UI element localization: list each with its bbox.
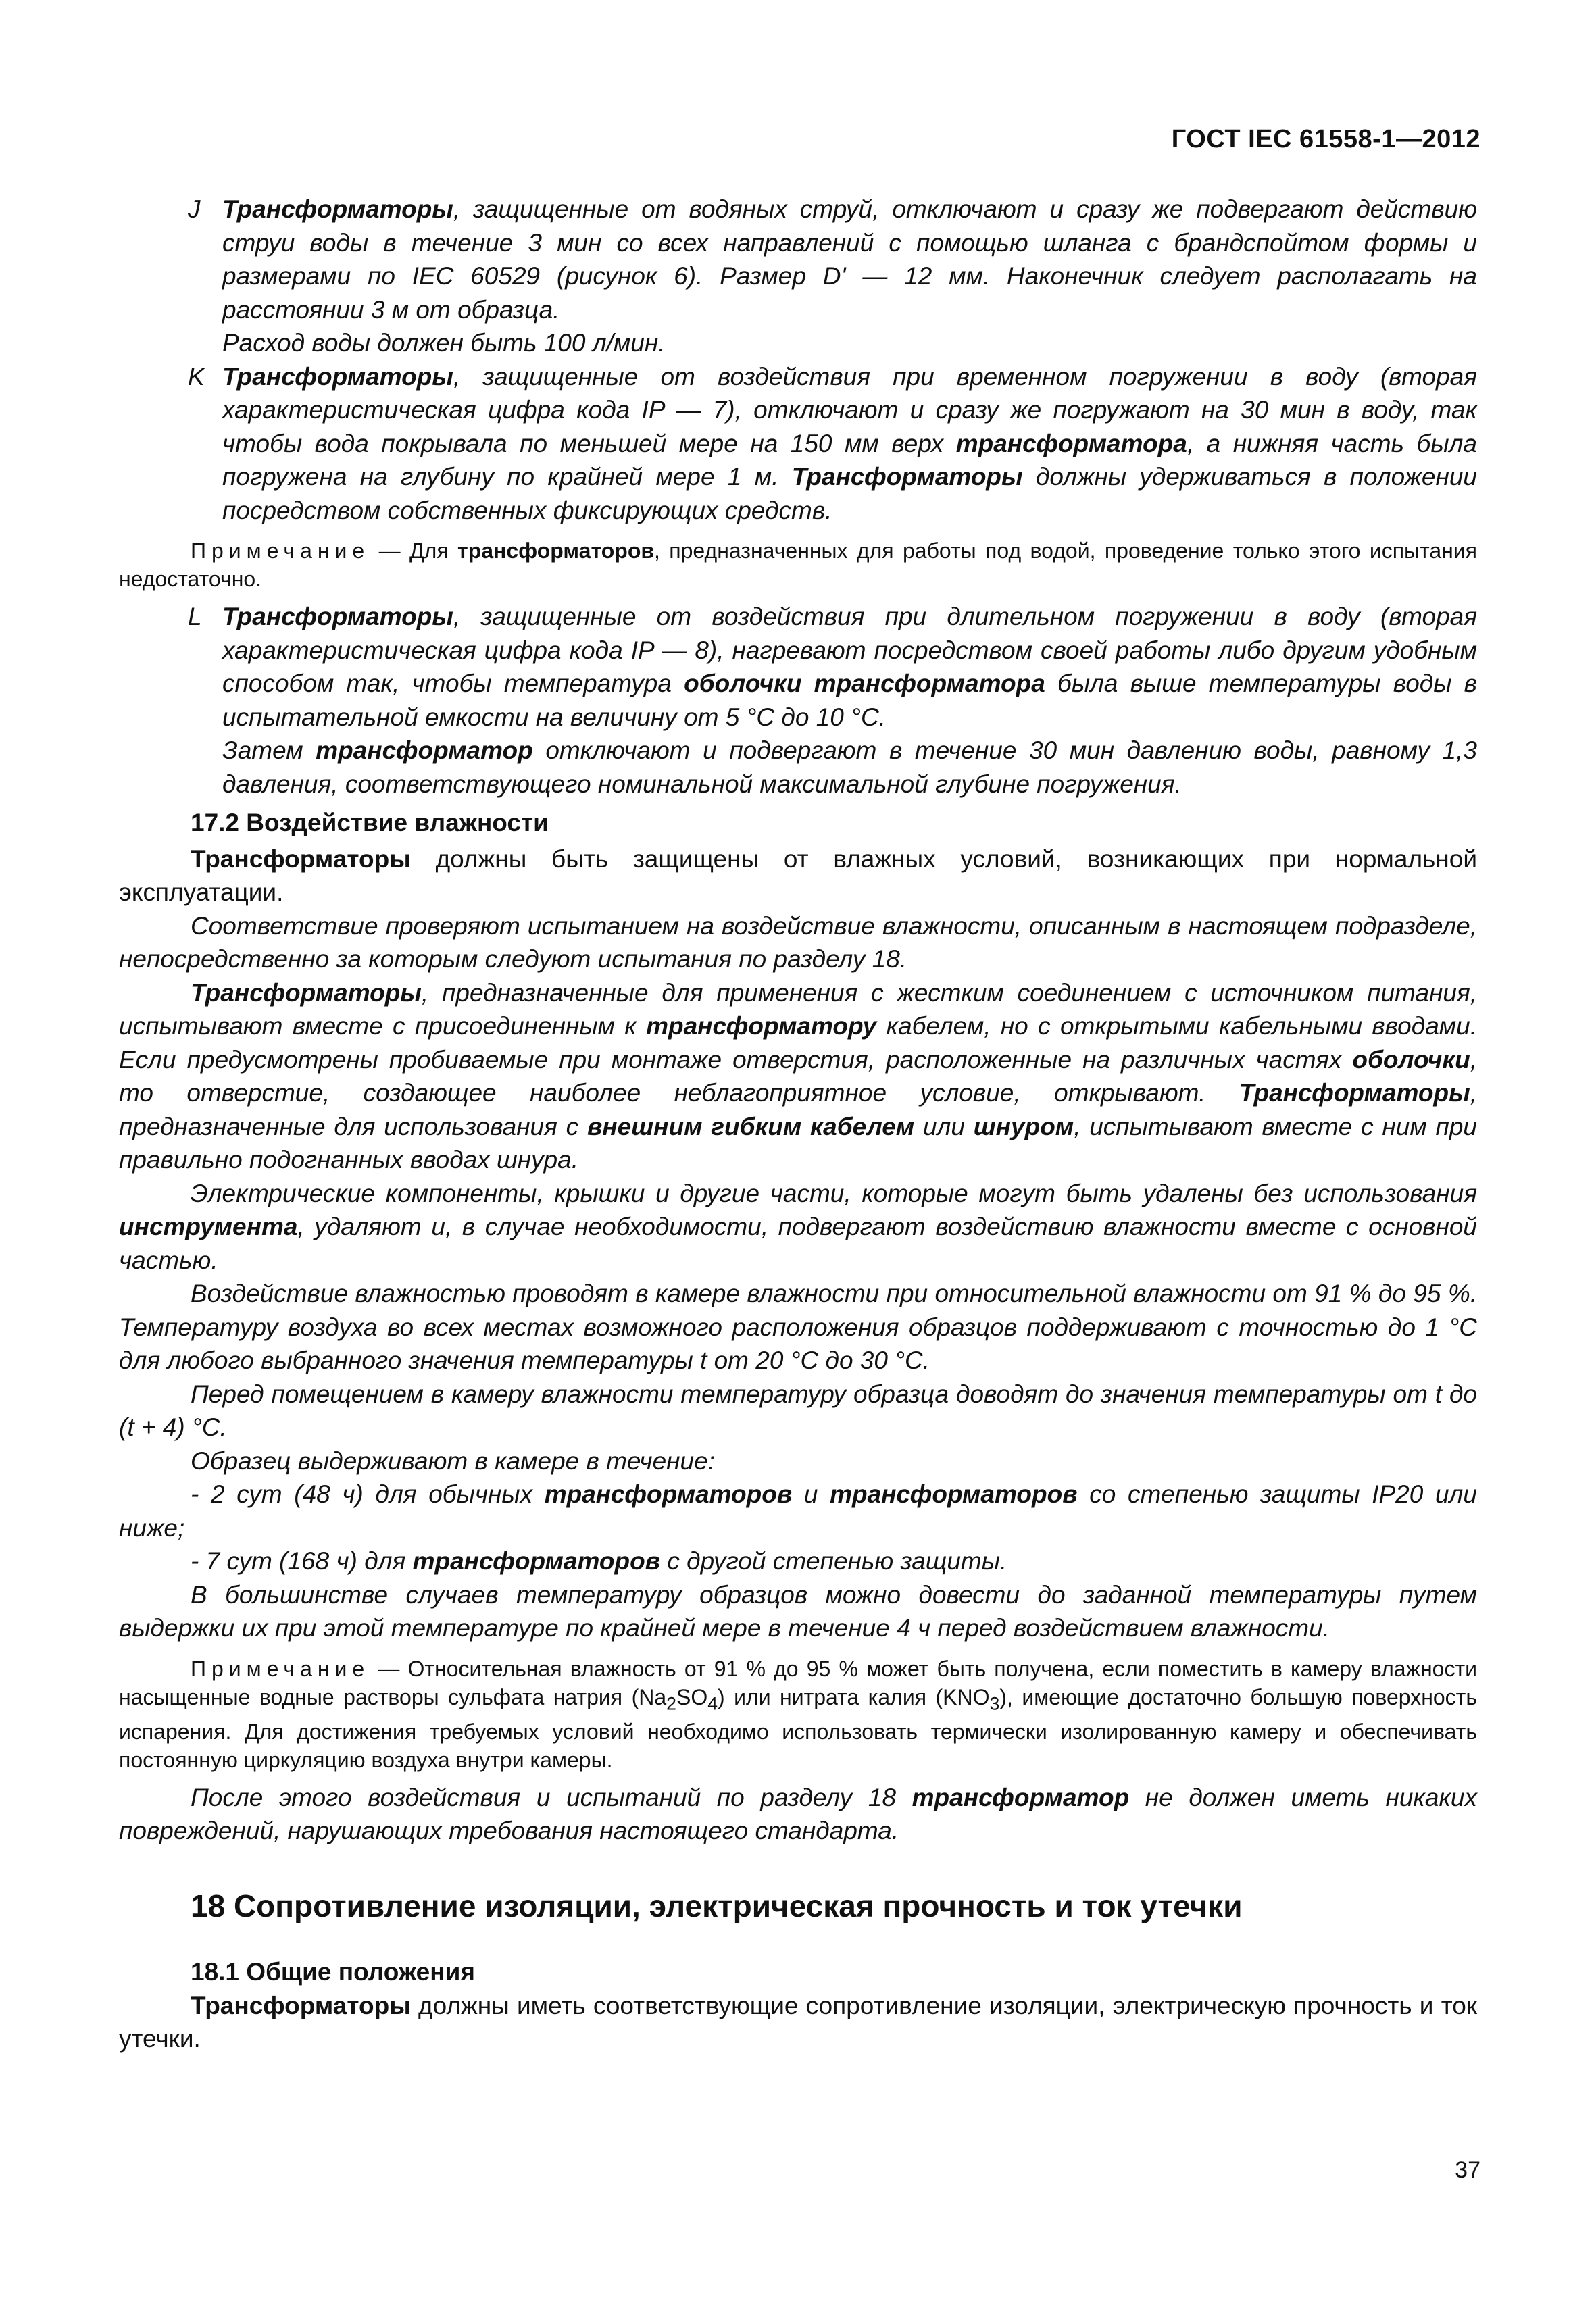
note-text: ), имеющие достаточно большую поверхность испарения. Для достижения требуемых условий необходимо использовать термически изолированную камеру и обеспечивать постоянную циркуляцию воздуха внутри камеры. [119,1684,1478,1772]
note-text: , предназначенных для работы под водой, проведение только этого испытания недостаточно. [119,538,1478,591]
term: Трансформаторы [191,978,422,1007]
standard-header: ГОСТ IEC 61558-1—2012 [1171,125,1480,153]
note-text: ) или нитрата калия (KNO [718,1684,990,1709]
paragraph-text: После этого воздействия и испытаний по разделу 18 [191,1783,912,1811]
note-1 [119,536,1477,593]
paragraph-text: , удаляют и, в случае необходимости, подвергают воздействию влажности вместе с основной частью. [119,1213,1477,1274]
note-text: SO [676,1684,708,1709]
item-text: , защищенные от воздействия при длительном погружении в воду (вторая характеристическая цифра кода IP — 8), нагревают посредством своей работы либо другим удобным способом так, чтобы температура [222,603,1477,697]
test-item-j [119,193,1477,360]
term: Трансформаторы [191,845,411,873]
term: оболочки трансформатора [684,670,1045,697]
paragraph [119,1781,1477,1848]
item-marker: K [188,362,205,391]
term: трансформаторов [830,1480,1078,1508]
section-18-heading: 18 Сопротивление изоляции, электрическая прочность и ток утечки [191,1888,1243,1923]
term: шнуром [973,1112,1074,1140]
item-text: , а нижняя часть была погружена на глубину по крайней мере 1 м. [222,429,1477,491]
item-text: отключают и подвергают в течение 30 мин давлению воды, равному 1,3 давления, соответствующего номинальной максимальной глубине погружения. [222,736,1477,798]
item-text: Затем [222,736,316,764]
note-text: — Относительная влажность от 91 % до 95 % может быть получена, если поместить в камеру влажности насыщенные водные растворы сульфата натрия (Na [119,1656,1477,1709]
term: Трансформаторы [191,1991,411,2019]
paragraph-text: кабелем, но с открытыми кабельными вводами. Если предусмотрены пробиваемые при монтаже отверстия, расположенные на различных частях [119,1012,1478,1074]
section-18-1-heading: 18.1 Общие положения [191,1958,475,1986]
paragraph-text: не должен иметь никаких повреждений, нарушающих требования настоящего стандарта. [119,1783,1477,1845]
note-label: Примечание [191,1656,370,1681]
paragraph-text: , предназначенные для применения с жестким соединением с источником питания, испытывают вместе с присоединенным к [119,978,1477,1040]
term: трансформатора [955,429,1187,457]
item-text: , защищенные от воздействия при временном погружении в воду (вторая характеристическая цифра кода IP — 7), отключают и сразу же погружают на 30 мин в воду, так чтобы вода покрывала по меньшей мере на 150 мм верх [222,362,1477,457]
paragraph [119,842,1477,909]
test-item-l [119,600,1477,801]
test-item-k [119,360,1477,528]
term: внешним гибким кабелем [587,1112,915,1140]
paragraph: Воздействие влажностью проводят в камере влажности при относительной влажности от 91 % до 95 %. Температуру воздуха во всех местах возможного расположения образцов поддерживают с точностью до 1 °С для любого выбранного значения температуры t от 20 °С до 30 °С. [119,1280,1477,1374]
list-text: с другой степенью защиты. [660,1547,1007,1575]
term: трансформаторов [457,538,655,563]
list-text: и [792,1480,830,1508]
term: инструмента [119,1213,298,1240]
term: Трансформаторы [222,195,453,223]
term: Трансформаторы [222,603,453,630]
item-marker: J [188,195,201,223]
paragraph-text: , испытывают вместе с ним при правильно подогнанных вводах шнура. [119,1112,1478,1174]
paragraph [119,1989,1477,2056]
paragraph: Соответствие проверяют испытанием на воздействие влажности, описанным в настоящем подразделе, непосредственно за которым следуют испытания по разделу 18. [119,911,1477,973]
paragraph: Образец выдерживают в камере в течение: [191,1447,715,1475]
term: трансформатор [912,1783,1130,1811]
list-item [119,1478,1477,1544]
list-text: - 2 сут (48 ч) для обычных [191,1480,545,1508]
paragraph: В большинстве случаев температуру образцов можно довести до заданной температуры путем выдержки их при этой температуре по крайней мере в течение 4 ч перед воздействием влажности. [119,1580,1477,1642]
list-text: со степенью защиты IP20 или ниже; [119,1480,1477,1542]
paragraph [119,976,1477,1177]
list-item [119,1544,1477,1578]
paragraph-text: должны быть защищены от влажных условий, возникающих при нормальной эксплуатации. [119,845,1477,906]
term: оболочки [1352,1045,1470,1074]
note-label: Примечание [191,538,370,563]
paragraph [119,1177,1477,1278]
page-number: 37 [1455,2157,1480,2183]
section-17-2-heading: 17.2 Воздействие влажности [191,809,549,836]
term: трансформатор [316,736,533,764]
term: трансформаторов [544,1480,793,1508]
note-text: — Для [370,538,458,563]
term: трансформаторов [412,1547,661,1575]
item-text: , защищенные от водяных струй, отключают и сразу же подвергают действию струи воды в течение 3 мин со всех направлений с помощью шланга с брандспойтом формы и размерами по IEC 60529 (рисунок 6). Размер D' — 12 мм. Наконечник следует располагать на расстоянии 3 м от образца. [222,195,1477,324]
term: Трансформаторы [1239,1079,1470,1107]
item-text: должны удерживаться в положении посредством собственных фиксирующих средств. [222,463,1477,524]
item-text: Расход воды должен быть 100 л/мин. [222,329,666,357]
paragraph: Перед помещением в камеру влажности температуру образца доводят до значения температуры от t до (t + 4) °С. [119,1380,1477,1441]
term: трансформатору [646,1012,877,1040]
paragraph-text: , предназначенные для использования с [119,1079,1477,1140]
list-text: - 7 сут (168 ч) для [191,1547,413,1575]
page-content [119,193,1477,2056]
paragraph-text: , то отверстие, создающее наиболее неблагоприятное условие, открывают. [119,1045,1477,1107]
item-marker: L [188,603,202,630]
paragraph-text: должны иметь соответствующие сопротивление изоляции, электрическую прочность и ток утечки. [119,1991,1477,2053]
subscript: 4 [707,1692,718,1713]
paragraph-text: или [914,1112,974,1140]
subscript: 2 [666,1692,676,1713]
paragraph-text: Электрические компоненты, крышки и другие части, которые могут быть удалены без использования [191,1179,1477,1207]
item-text: была выше температуры воды в испытательной емкости на величину от 5 °С до 10 °С. [222,670,1477,731]
term: Трансформаторы [791,463,1023,491]
term: Трансформаторы [222,362,453,391]
subscript: 3 [989,1692,1000,1713]
note-2 [119,1655,1477,1774]
